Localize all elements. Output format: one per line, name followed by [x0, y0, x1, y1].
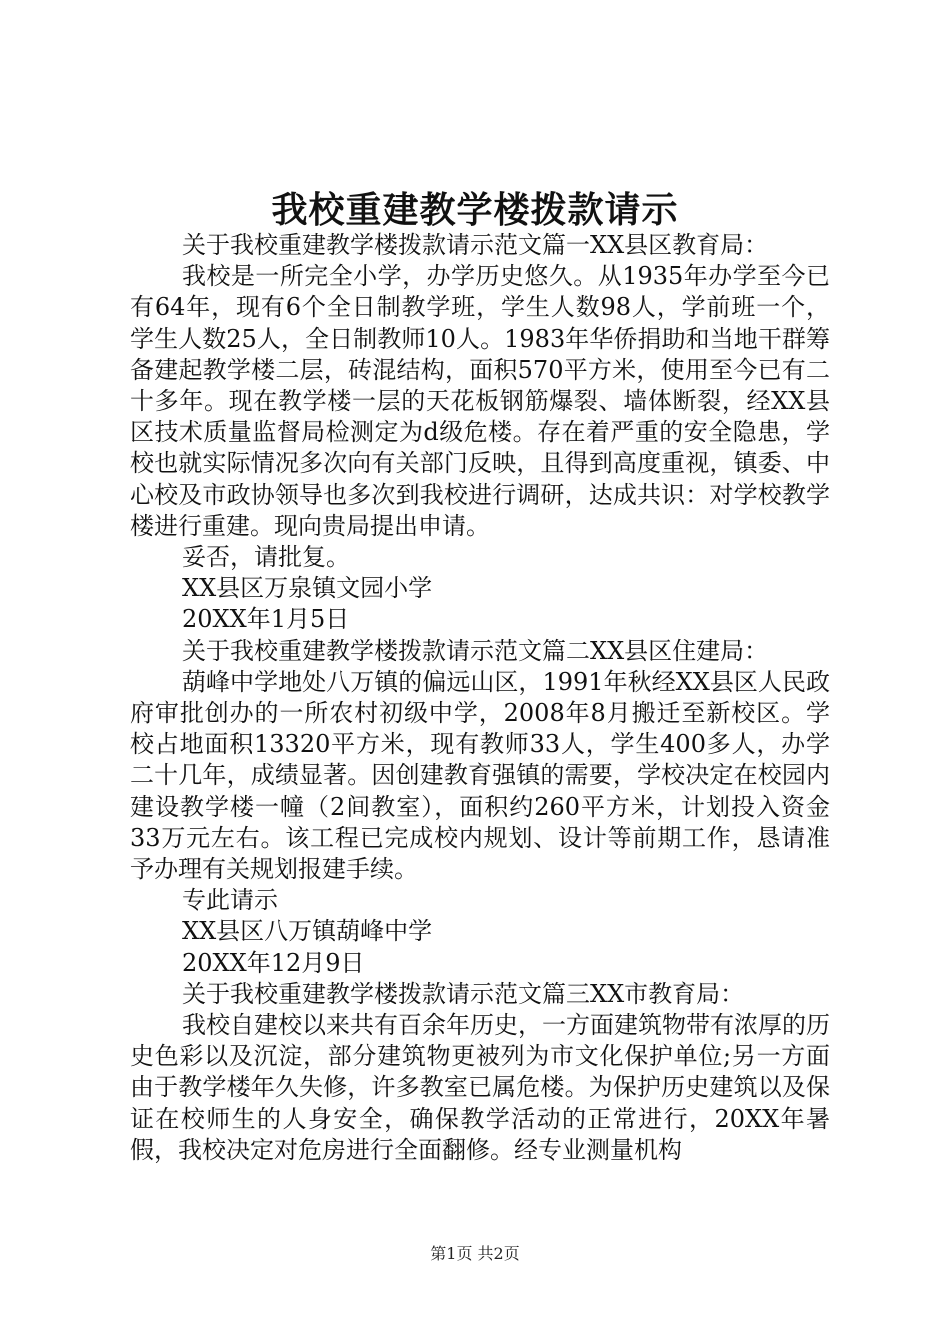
paragraph-closing-1: 妥否，请批复。	[182, 543, 350, 572]
document-title: 我校重建教学楼拨款请示	[271, 189, 679, 231]
page-footer: 第1页 共2页	[430, 1244, 520, 1263]
paragraph-heading-2: 关于我校重建教学楼拨款请示范文篇二XX县区住建局：	[182, 636, 769, 665]
paragraph-signature-1: XX县区万泉镇文园小学	[182, 574, 433, 603]
paragraph-body-3: 我校自建校以来共有百余年历史，一方面建筑物带有浓厚的历史色彩以及沉淀，部分建筑物更被列为市文化保护单位;另一方面由于教学楼年久失修，许多教室已属危楼。为保护历史建筑以及保证在校师生的人身安全，确保教学活动的正常进行，20XX年暑假，我校决定对危房进行全面翻修。经专业测量机构	[130, 1011, 830, 1164]
paragraph-signature-2: XX县区八万镇葫峰中学	[182, 917, 433, 946]
paragraph-date-2: 20XX年12月9日	[182, 948, 365, 977]
paragraph-body-1: 我校是一所完全小学，办学历史悠久。从1935年办学至今已有64年，现有6个全日制教学班，学生人数98人，学前班一个，学生人数25人，全日制教师10人。1983年华侨捐助和当地干群筹备建起教学楼二层，砖混结构，面积570平方米，使用至今已有二十多年。现在教学楼一层的天花板钢筋爆裂、墙体断裂，经XX县区技术质量监督局检测定为d级危楼。存在着严重的安全隐患，学校也就实际情况多次向有关部门反映，且得到高度重视，镇委、中心校及市政协领导也多次到我校进行调研，达成共识：对学校教学楼进行重建。现向贵局提出申请。	[130, 262, 830, 540]
paragraph-date-1: 20XX年1月5日	[182, 605, 350, 634]
paragraph-heading-1: 关于我校重建教学楼拨款请示范文篇一XX县区教育局：	[182, 231, 769, 259]
paragraph-heading-3: 关于我校重建教学楼拨款请示范文篇三XX市教育局：	[182, 979, 745, 1008]
paragraph-closing-2: 专此请示	[182, 886, 278, 915]
document-body	[130, 230, 830, 1166]
paragraph-body-2: 葫峰中学地处八万镇的偏远山区，1991年秋经XX县区人民政府审批创办的一所农村初级中学，2008年8月搬迁至新校区。学校占地面积13320平方米，现有教师33人，学生400多人，办学二十几年，成绩显著。因创建教育强镇的需要，学校决定在校园内建设教学楼一幢（2间教室），面积约260平方米，计划投入资金33万元左右。该工程已完成校内规划、设计等前期工作，恳请准予办理有关规划报建手续。	[130, 667, 830, 884]
